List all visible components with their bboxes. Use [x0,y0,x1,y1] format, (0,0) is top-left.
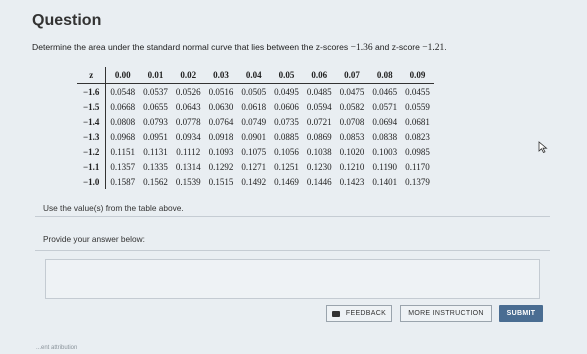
column-header: 0.04 [237,67,270,84]
table-cell: 0.1446 [306,176,332,187]
table-cell: 0.0951 [143,131,168,142]
table-cell: 0.0516 [208,86,234,97]
table-cell: 0.1292 [208,161,234,172]
table-cell: 0.0643 [175,101,201,112]
answer-input[interactable] [45,259,540,299]
table-cell: 0.0901 [241,131,267,142]
feedback-button[interactable] [326,305,392,322]
table-row [77,129,434,144]
table-row [77,99,434,114]
column-header: 0.00 [106,67,139,84]
instruction-provide-answer: Provide your answer below: [43,234,145,244]
column-header: 0.02 [172,67,205,84]
table-cell: 0.1515 [208,176,234,187]
z-row-label: −1.4 [77,114,106,129]
table-cell: 0.0681 [405,116,430,127]
table-cell: 0.1379 [405,176,430,187]
column-header: 0.07 [336,67,369,84]
column-header: 0.08 [368,67,401,84]
table-cell: 0.0694 [372,116,398,127]
table-cell: 0.0885 [274,131,299,142]
table-cell: 0.0606 [274,101,299,112]
table-cell: 0.1075 [241,146,267,157]
table-cell: 0.0985 [405,146,430,157]
column-header: 0.03 [205,67,238,84]
table-cell: 0.0548 [110,86,136,97]
more-instruction-button[interactable] [400,305,492,322]
table-cell: 0.0594 [306,101,332,112]
table-cell: 0.1112 [176,146,201,157]
table-row [77,159,434,174]
table-cell: 0.0537 [143,86,168,97]
table-cell: 0.0618 [241,101,267,112]
table-row [77,114,434,129]
table-cell: 0.1210 [339,161,365,172]
table-cell: 0.0934 [175,131,201,142]
table-cell: 0.0749 [241,116,267,127]
z-score-low: −1.36 [350,43,373,53]
table-cell: 0.1401 [372,176,398,187]
table-cell: 0.0526 [175,86,201,97]
table-cell: 0.0655 [143,101,168,112]
table-cell: 0.0853 [339,131,365,142]
table-cell: 0.0495 [274,86,299,97]
table-cell: 0.0918 [208,131,234,142]
table-cell: 0.1587 [110,176,136,187]
table-row [77,84,434,100]
more-instruction-label: MORE INSTRUCTION [408,310,484,317]
feedback-icon [332,311,340,317]
table-cell: 0.1151 [110,146,135,157]
z-row-label: −1.0 [77,174,106,189]
table-cell: 0.1335 [143,161,168,172]
table-cell: 0.0505 [241,86,267,97]
table-cell: 0.0968 [110,131,136,142]
table-cell: 0.0571 [372,101,398,112]
table-cell: 0.0559 [405,101,430,112]
z-table-header-row [77,67,434,84]
z-row-label: −1.3 [77,129,106,144]
table-cell: 0.1131 [143,146,168,157]
submit-label: SUBMIT [506,310,536,317]
table-cell: 0.1230 [306,161,332,172]
table-row [77,174,434,189]
table-cell: 0.0721 [306,116,332,127]
divider [35,250,550,251]
table-cell: 0.0735 [274,116,299,127]
z-row-label: −1.2 [77,144,106,159]
table-cell: 0.1492 [241,176,267,187]
table-cell: 0.0708 [339,116,365,127]
divider [35,216,550,217]
table-cell: 0.0823 [405,131,430,142]
column-header: z [77,67,106,84]
z-table [77,67,434,189]
column-header: 0.09 [401,67,434,84]
footer-attribution: ...ent attribution [36,345,78,351]
column-header: 0.06 [303,67,336,84]
column-header: 0.01 [139,67,172,84]
table-cell: 0.0582 [339,101,365,112]
table-cell: 0.0668 [110,101,136,112]
table-cell: 0.0778 [175,116,201,127]
table-cell: 0.1003 [372,146,398,157]
table-cell: 0.0764 [208,116,234,127]
table-cell: 0.1056 [274,146,299,157]
instruction-use-table: Use the value(s) from the table above. [43,203,184,213]
table-cell: 0.1357 [110,161,136,172]
table-cell: 0.0630 [208,101,234,112]
prompt-suffix: . [444,42,447,52]
z-score-high: −1.21 [422,43,445,53]
feedback-label: FEEDBACK [345,310,387,317]
z-row-label: −1.1 [77,159,106,174]
table-cell: 0.0808 [110,116,136,127]
z-row-label: −1.6 [77,84,106,100]
table-cell: 0.0485 [306,86,332,97]
table-cell: 0.1251 [274,161,299,172]
table-cell: 0.0838 [372,131,398,142]
column-header: 0.05 [270,67,303,84]
table-cell: 0.0793 [143,116,168,127]
table-cell: 0.1170 [405,161,430,172]
table-cell: 0.0455 [405,86,430,97]
table-cell: 0.1020 [339,146,365,157]
question-prompt [32,42,447,53]
table-cell: 0.0869 [306,131,332,142]
table-cell: 0.1038 [306,146,332,157]
table-cell: 0.1469 [274,176,299,187]
table-cell: 0.1562 [143,176,168,187]
table-cell: 0.1190 [372,161,397,172]
prompt-prefix: Determine the area under the standard normal curve that lies between the z-scores [32,42,351,52]
table-cell: 0.1423 [339,176,365,187]
question-title: Question [32,12,102,29]
table-cell: 0.0465 [372,86,398,97]
z-row-label: −1.5 [77,99,106,114]
table-cell: 0.1539 [175,176,201,187]
table-cell: 0.1314 [175,161,201,172]
table-cell: 0.1271 [241,161,267,172]
prompt-middle: and z-score [372,42,423,52]
mouse-pointer-icon [538,141,548,153]
table-row [77,144,434,159]
submit-button[interactable] [499,305,543,322]
z-table-container [77,67,434,189]
table-cell: 0.0475 [339,86,365,97]
table-cell: 0.1093 [208,146,234,157]
